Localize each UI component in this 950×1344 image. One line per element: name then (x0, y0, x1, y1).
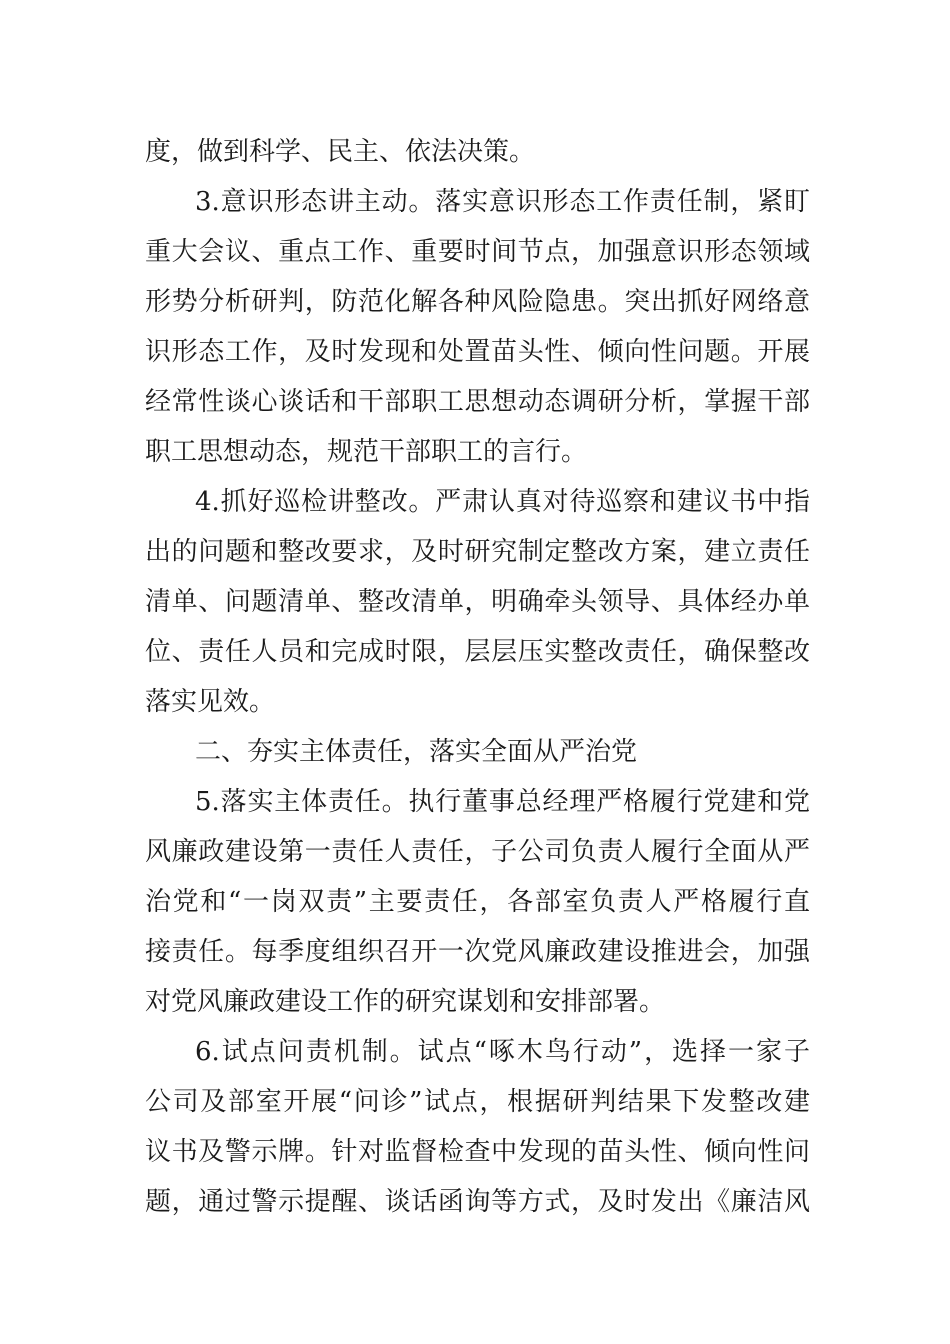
text-line: 经常性谈心谈话和干部职工思想动态调研分析，掌握干部 (145, 387, 810, 417)
text-line: 识形态工作，及时发现和处置苗头性、倾向性问题。开展 (145, 337, 810, 367)
paragraph-4-heading-line: 4.抓好巡检讲整改。严肃认真对待巡察和建议书中指 (195, 487, 810, 517)
text-line: 形势分析研判，防范化解各种风险隐患。突出抓好网络意 (145, 287, 810, 317)
text-line: 职工思想动态，规范干部职工的言行。 (145, 437, 588, 467)
text-line: 议书及警示牌。针对监督检查中发现的苗头性、倾向性问 (145, 1137, 810, 1167)
text-line: 清单、问题清单、整改清单，明确牵头领导、具体经办单 (145, 587, 810, 617)
text-line: 重大会议、重点工作、重要时间节点，加强意识形态领域 (145, 237, 810, 267)
text-line: 题，通过警示提醒、谈话函询等方式，及时发出《廉洁风 (145, 1187, 810, 1217)
text-line: 风廉政建设第一责任人责任，子公司负责人履行全面从严 (145, 837, 810, 867)
paragraph-6-heading-line: 6.试点问责机制。试点“啄木鸟行动”，选择一家子 (195, 1037, 810, 1067)
text-line: 接责任。每季度组织召开一次党风廉政建设推进会，加强 (145, 937, 810, 967)
paragraph-5-heading-line: 5.落实主体责任。执行董事总经理严格履行党建和党 (195, 787, 810, 817)
paragraph-3-heading-line: 3.意识形态讲主动。落实意识形态工作责任制，紧盯 (195, 187, 810, 217)
text-line: 位、责任人员和完成时限，层层压实整改责任，确保整改 (145, 637, 810, 667)
text-line: 公司及部室开展“问诊”试点，根据研判结果下发整改建 (145, 1087, 810, 1117)
section-heading: 二、夯实主体责任，落实全面从严治党 (195, 737, 638, 767)
text-line: 治党和“一岗双责”主要责任，各部室负责人严格履行直 (145, 887, 810, 917)
text-line: 出的问题和整改要求，及时研究制定整改方案，建立责任 (145, 537, 810, 567)
text-line: 度，做到科学、民主、依法决策。 (145, 137, 536, 167)
text-line: 落实见效。 (145, 687, 276, 717)
text-line: 对党风廉政建设工作的研究谋划和安排部署。 (145, 987, 666, 1017)
